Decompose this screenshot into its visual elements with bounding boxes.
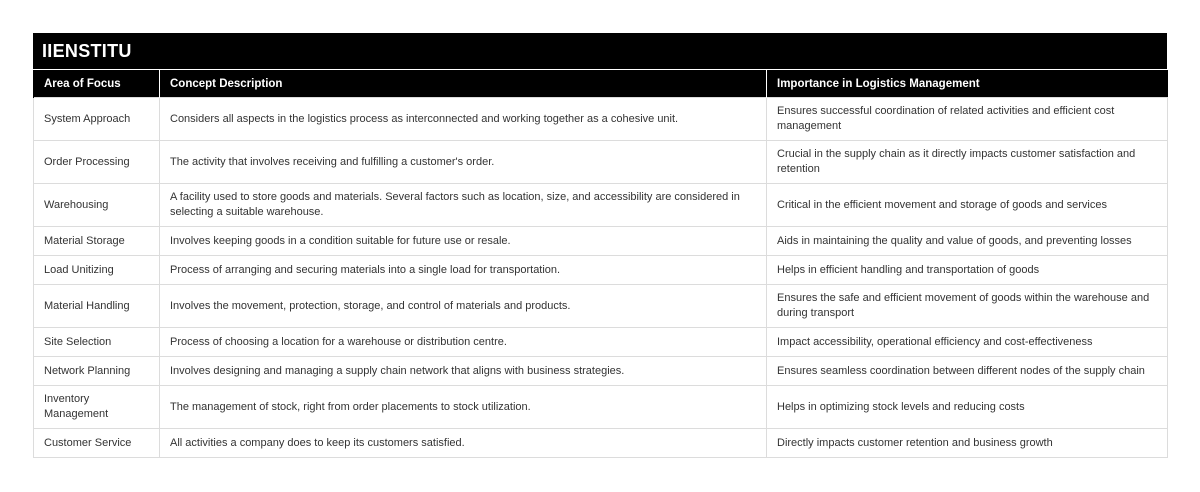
table-row <box>34 98 1168 141</box>
cell-concept: Involves designing and managing a supply chain network that aligns with business strategies. <box>160 357 767 386</box>
cell-concept: Process of choosing a location for a warehouse or distribution centre. <box>160 328 767 357</box>
cell-importance: Impact accessibility, operational efficiency and cost-effectiveness <box>767 328 1168 357</box>
cell-concept: Involves the movement, protection, storage, and control of materials and products. <box>160 285 767 328</box>
cell-area: System Approach <box>34 98 160 141</box>
logistics-table-container <box>33 33 1167 458</box>
table-row <box>34 285 1168 328</box>
logistics-table <box>33 69 1168 458</box>
cell-area: Network Planning <box>34 357 160 386</box>
table-row <box>34 256 1168 285</box>
cell-importance: Aids in maintaining the quality and value of goods, and preventing losses <box>767 227 1168 256</box>
cell-concept: Process of arranging and securing materials into a single load for transportation. <box>160 256 767 285</box>
cell-concept: The activity that involves receiving and fulfilling a customer's order. <box>160 141 767 184</box>
cell-importance: Crucial in the supply chain as it directly impacts customer satisfaction and retention <box>767 141 1168 184</box>
header-importance: Importance in Logistics Management <box>767 70 1168 98</box>
table-row <box>34 184 1168 227</box>
cell-importance: Ensures successful coordination of related activities and efficient cost management <box>767 98 1168 141</box>
cell-area: Material Handling <box>34 285 160 328</box>
cell-concept: Involves keeping goods in a condition suitable for future use or resale. <box>160 227 767 256</box>
table-header-row <box>34 70 1168 98</box>
table-row <box>34 141 1168 184</box>
cell-area: Warehousing <box>34 184 160 227</box>
cell-area: Material Storage <box>34 227 160 256</box>
cell-area: Order Processing <box>34 141 160 184</box>
table-row <box>34 227 1168 256</box>
cell-concept: Considers all aspects in the logistics process as interconnected and working together as a cohesive unit. <box>160 98 767 141</box>
cell-concept: A facility used to store goods and materials. Several factors such as location, size, and accessibility are considered in selecting a suitable warehouse. <box>160 184 767 227</box>
table-row <box>34 357 1168 386</box>
table-row <box>34 386 1168 429</box>
cell-importance: Helps in optimizing stock levels and reducing costs <box>767 386 1168 429</box>
cell-concept: All activities a company does to keep its customers satisfied. <box>160 429 767 458</box>
cell-importance: Ensures the safe and efficient movement of goods within the warehouse and during transport <box>767 285 1168 328</box>
cell-importance: Ensures seamless coordination between different nodes of the supply chain <box>767 357 1168 386</box>
table-row <box>34 328 1168 357</box>
cell-importance: Helps in efficient handling and transportation of goods <box>767 256 1168 285</box>
cell-area: Inventory Management <box>34 386 160 429</box>
cell-importance: Directly impacts customer retention and business growth <box>767 429 1168 458</box>
table-row <box>34 429 1168 458</box>
cell-area: Load Unitizing <box>34 256 160 285</box>
cell-area: Customer Service <box>34 429 160 458</box>
header-area-of-focus: Area of Focus <box>34 70 160 98</box>
brand-banner: IIENSTITU <box>33 33 1167 69</box>
header-concept-description: Concept Description <box>160 70 767 98</box>
cell-importance: Critical in the efficient movement and storage of goods and services <box>767 184 1168 227</box>
cell-concept: The management of stock, right from order placements to stock utilization. <box>160 386 767 429</box>
cell-area: Site Selection <box>34 328 160 357</box>
